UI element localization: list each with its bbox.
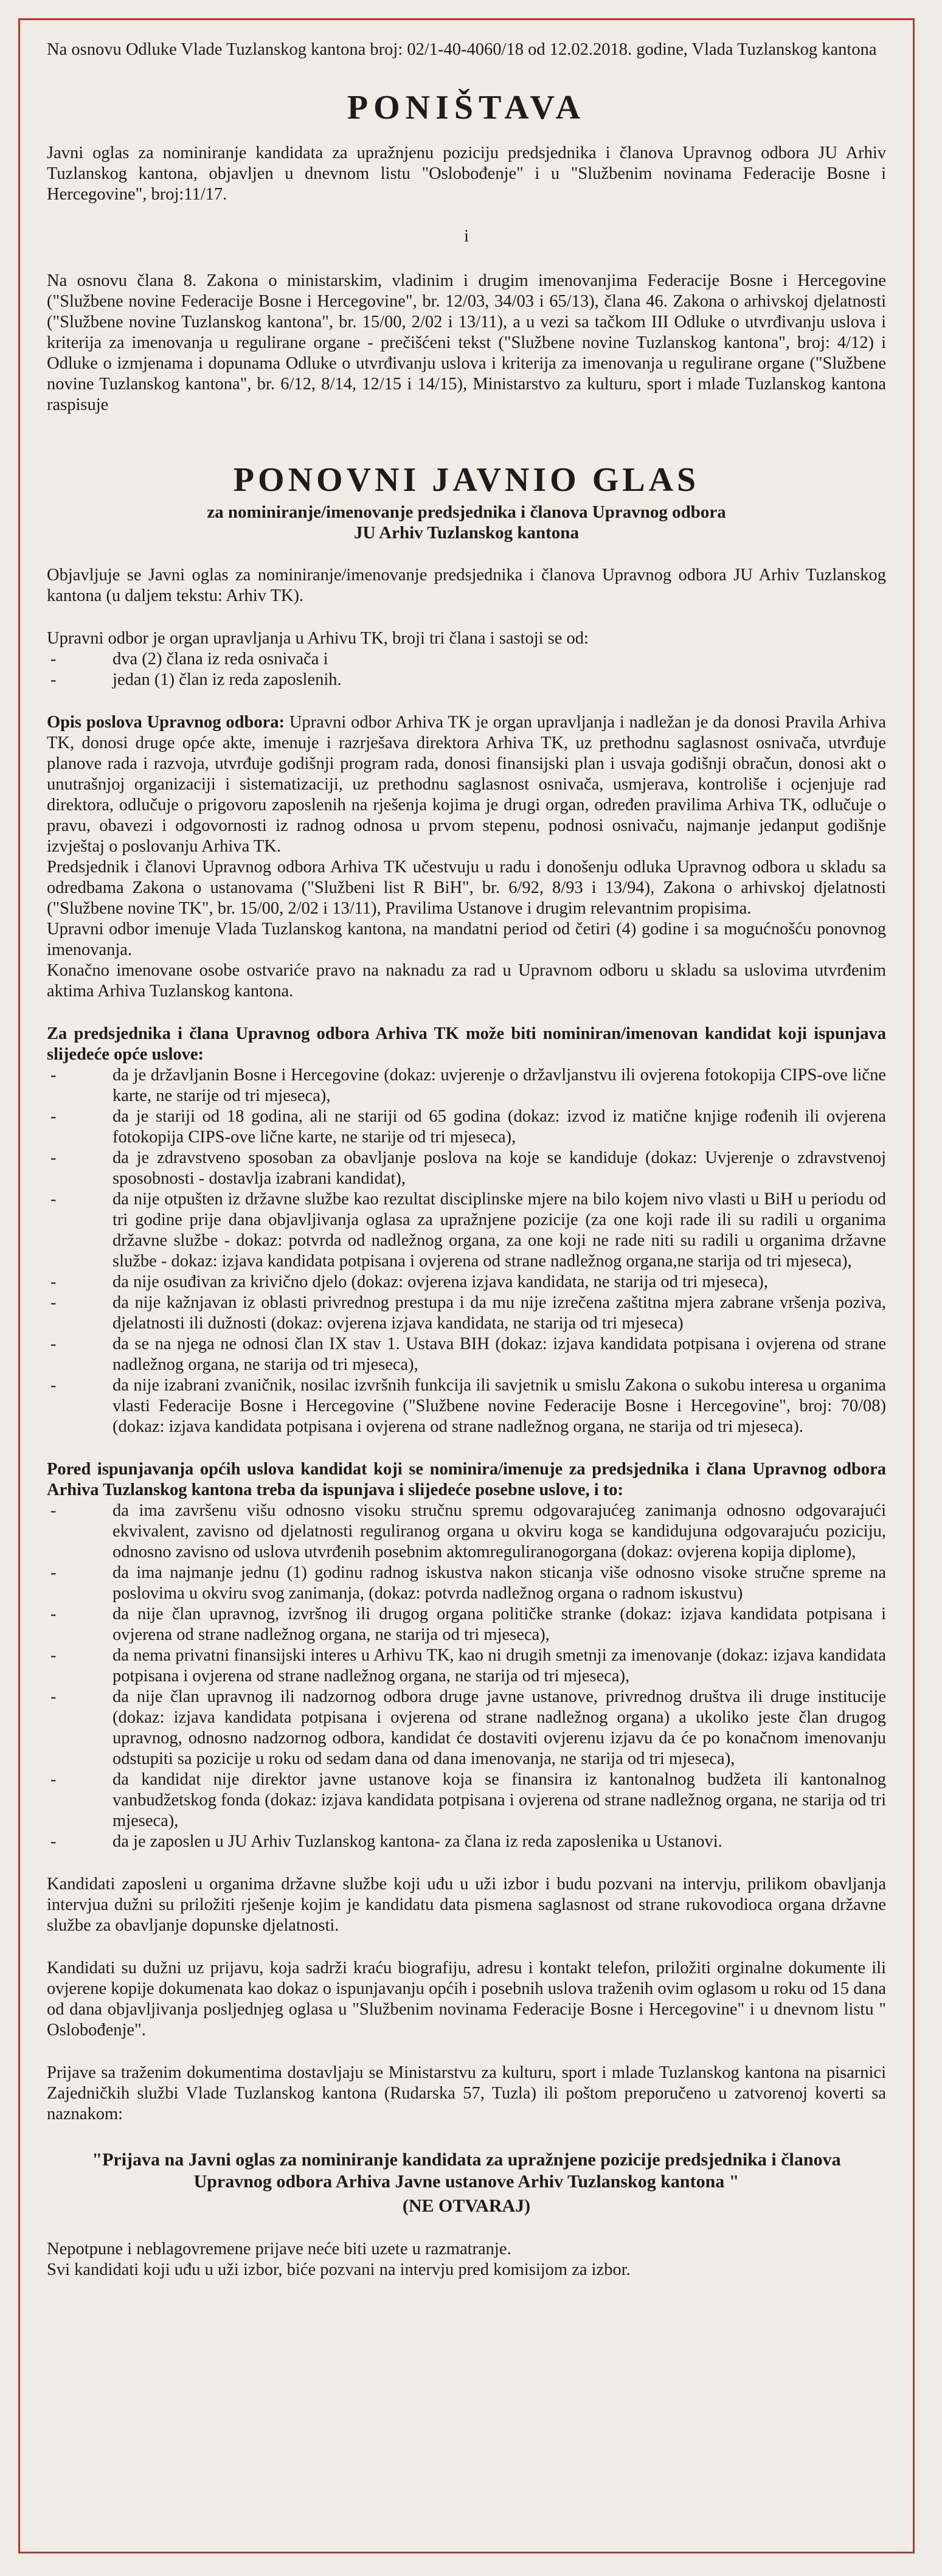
list-item: - da kandidat nije direktor javne ustanove koja se finansira iz kantonalnog budžeta ili kantonalnog vanbudžetskog fonda (dokaz: izjava kandidata potpisana i ovjerena od strane nadležnog organa, ne starija od tri mjeseca), bbox=[47, 1769, 886, 1831]
duties-paragraph-3: Upravni odbor imenuje Vlada Tuzlanskog kantona, na mandatni period od četiri (4) godine i sa mogućnošću ponovnog imenovanja. bbox=[47, 920, 886, 959]
legal-basis-text: Na osnovu člana 8. Zakona o ministarskim, vladinim i drugim imenovanjima Federacije Bosne i Hercegovine ("Službene novine Federacije Bosne i Hercegovine", br. 12/03, 34/03 i 65/13), člana 46. Zakona o arhivskoj djelatnosti ("Službene novine Tuzlanskog kantona", br. 15/00, 2/02 i 13/11), a u vezi sa tačkom III Odluke o utvrđivanju uslova i kriterija za imenovanja u regulirane organe - prečišćeni tekst ("Službene novine Tuzlanskog kantona", broj: 4/12) i Odluke o izmjenama i dopunama Odluke o utvrđivanju uslova i kriterija za imenovanja u regulirane organe ("Službene novine Tuzlanskog kantona", br. 6/12, 8/14, 12/15 i 14/15), Ministarstvo za kulturu, sport i mlade Tuzlanskog kantona raspisuje bbox=[47, 271, 886, 414]
list-item: - da nije osuđivan za krivično djelo (dokaz: ovjerena izjava kandidata, ne starija od tri mjeseca), bbox=[47, 1272, 886, 1293]
title-ponistava: PONIŠTAVA bbox=[347, 89, 586, 127]
list-item: - da je zaposlen u JU Arhiv Tuzlanskog kantona- za člana iz reda zaposlenika u Ustanovi. bbox=[47, 1831, 886, 1852]
list-item: - jedan (1) član iz reda zaposlenih. bbox=[47, 670, 886, 690]
special-conditions-list bbox=[47, 1501, 886, 1852]
list-item: - dva (2) člana iz reda osnivača i bbox=[47, 649, 886, 670]
envelope-warning: (NE OTVARAJ) bbox=[402, 2196, 531, 2216]
list-item: - da ima završenu višu odnosno visoku stručnu spremu odgovarajućeg zanimanja odnosno odgovarajući ekvivalent, zavisno od djelatnosti reguliranog organa u okviru koga se kandidujuna odgovarajuću poziciju, odnosno zavisno od uslova utvrđenih posebnim aktomreguliranogorgana (dokaz: ovjerena kopija diplome), bbox=[47, 1501, 886, 1563]
annulment-text: Javni oglas za nominiranje kandidata za upražnjenu poziciju predsjednika i članova Upravnog odbora JU Arhiv Tuzlanskog kantona, objavljen u dnevnom listu "Oslobođenje" i u "Službenim novinama Federacije Bosne i Hercegovine", broj:11/17. bbox=[47, 144, 886, 204]
special-conditions-heading: Pored ispunjavanja općih uslova kandidat koji se nominira/imenuje za predsjednika i člana Upravnog odbora Arhiva Tuzlanskog kantona treba da ispunjava i slijedeće posebne uslove, i to: bbox=[47, 1460, 886, 1499]
board-composition-list bbox=[47, 649, 886, 690]
general-conditions-heading: Za predsjednika i člana Upravnog odbora Arhiva TK može biti nominiran/imenovan kandidat koji ispunjava slijedeće opće uslove: bbox=[47, 1024, 886, 1064]
submission-note: Prijave sa traženim dokumentima dostavljaju se Ministarstvu za kulturu, sport i mlade Tuzlanskog kantona na pisarnici Zajedničkih službi Vlade Tuzlanskog kantona (Rudarska 57, Tuzla) ili poštom preporučeno u zatvorenoj koverti sa naznakom: bbox=[47, 2063, 886, 2123]
duties-label: Opis poslova Upravnog odbora: bbox=[47, 713, 285, 732]
intro-text: Na osnovu Odluke Vlade Tuzlanskog kantona broj: 02/1-40-4060/18 od 12.02.2018. godine, Vlada Tuzlanskog kantona bbox=[47, 40, 877, 59]
list-item: - da je državljanin Bosne i Hercegovine (dokaz: uvjerenje o državljanstvu ili ovjerena fotokopija CIPS-ove lične karte, ne starije od tri mjeseca), bbox=[47, 1065, 886, 1106]
list-item: - da ima najmanje jednu (1) godinu radnog iskustva nakon sticanja više odnosno visoke stručne spreme na poslovima u okviru svog zanimanja, (dokaz: potvrda nadležnog organa o radnom iskustvu) bbox=[47, 1563, 886, 1604]
subtitle-line-2: JU Arhiv Tuzlanskog kantona bbox=[354, 523, 579, 543]
duties-paragraph bbox=[47, 712, 886, 857]
separator-i: i bbox=[464, 227, 469, 246]
duties-paragraph-4: Konačno imenovane osobe ostvariće pravo na naknadu za rad u Upravnom odboru u skladu sa uslovima utvrđenim aktima Arhiva Tuzlanskog kantona. bbox=[47, 961, 886, 1001]
general-conditions-list bbox=[47, 1065, 886, 1437]
notice-frame bbox=[18, 18, 915, 2553]
list-item: - da je zdravstveno sposoban za obavljanje poslova na koje se kandiduje (dokaz: Uvjerenje o zdravstvenoj sposobnosti - dostavlja izabrani kandidat), bbox=[47, 1148, 886, 1189]
board-intro: Upravni odbor je organ upravljanja u Arhivu TK, broji tri člana i sastoji se od: bbox=[47, 629, 589, 648]
application-note: Kandidati su dužni uz prijavu, koja sadrži kraću biografiju, adresu i kontakt telefon, priložiti orginalne dokumente ili ovjerene kopije dokumenata kao dokaz o ispunjavanju općih i posebnih uslova traženih ovim oglasom u roku od 15 dana od dana objavljivanja posljednjeg oglasa u "Službenim novinama Federacije Bosne i Hercegovine" i u dnevnom listu " Oslobođenje". bbox=[47, 1959, 886, 2040]
duties-paragraph-2: Predsjednik i članovi Upravnog odbora Arhiva TK učestvuju u radu i donošenju odluka Upravnog odbora u skladu sa odredbama Zakona o ustanovama ("Službeni list R BiH", br. 6/92, 8/93 i 13/94), Zakona o arhivskoj djelatnosti ("Službene novine TK", br. 15/00, 2/02 i 13/11), Pravilima Ustanove i drugim relevantnim propisima. bbox=[47, 858, 886, 918]
envelope-label: "Prijava na Javni oglas za nominiranje kandidata za upražnjene pozicije predsjednika i članova Upravnog odbora Arhiva Javne ustanove Arhiv Tuzlanskog kantona " bbox=[92, 2150, 841, 2192]
list-item: - da nije otpušten iz državne službe kao rezultat disciplinske mjere na bilo kojem nivo vlasti u BiH u periodu od tri godine prije dana objavljivanja oglasa za upražnjene pozicije (za one koji rade ili su radili u organima državne službe - dokaz: potvrda od nadležnog organa, za one koji ne rade niti su radili u organima državne službe - dokaz: izjava kandidata potpisana i ovjerena od strane nadležnog organa,ne starija od tri mjeseca), bbox=[47, 1189, 886, 1272]
announcement-text: Objavljuje se Javni oglas za nominiranje/imenovanje predsjednika i članova Upravnog odbora JU Arhiv Tuzlanskog kantona (u daljem tekstu: Arhiv TK). bbox=[47, 566, 886, 605]
list-item: - da se na njega ne odnosi član IX stav 1. Ustava BIH (dokaz: izjava kandidata potpisana i ovjerena od strane nadležnog organa, ne starija od tri mjeseca), bbox=[47, 1334, 886, 1375]
closing-line-2: Svi kandidati koji uđu u uži izbor, biće pozvani na intervju pred komisijom za izbor. bbox=[47, 2260, 631, 2279]
duties-text: Upravni odbor Arhiva TK je organ upravljanja i nadležan je da donosi Pravila Arhiva TK, donosi druge opće akte, imenuje i razrješava direktora Arhiva TK, uz prethodnu saglasnost osnivača, utvrđuje planove rada i razvoja, utvrđuje godišnji program rada, donosi finansijski plan i usvaja godišnji obračun, donosi akt o unutrašnjoj organizaciji i sistematizaciji, uz prethodnu saglasnost osnivača, usmjerava, kontroliše i ocjenjuje rad direktora, odlučuje o prigovoru zaposlenih na rješenja kojima je drugi organ, određen pravilima Arhiva TK, odlučuje o pravu, obavezi i odgovornosti iz radnog odnosa u prvom stepenu, podnosi osnivaču, najmanje jedanput godišnje izvještaj o poslovanju Arhiva TK. bbox=[47, 713, 886, 856]
list-item: - da nema privatni finansijski interes u Arhivu TK, kao ni drugih smetnji za imenovanje (dokaz: izjava kandidata potpisana i ovjerena od strane nadležnog organa, ne starija od tri mjeseca), bbox=[47, 1645, 886, 1687]
employees-note: Kandidati zaposleni u organima državne službe koji uđu u uži izbor i budu pozvani na intervju, prilikom obavljanja intervjua dužni su priložiti rješenje kojim je kandidatu data pismena saglasnost od strane rukovodioca organa državne službe za obavljanje dopunske djelatnosti. bbox=[47, 1875, 886, 1935]
list-item: - da nije izabrani zvaničnik, nosilac izvršnih funkcija ili savjetnik u smislu Zakona o sukobu interesa u organima vlasti Federacije Bosne i Hercegovine ("Službene novine Federacije Bosne i Hercegovine", broj: 70/08) (dokaz: izjava kandidata potpisana i ovjerena od strane nadležnog organa, ne starija od tri mjeseca). bbox=[47, 1375, 886, 1437]
list-item: - da nije član upravnog, izvršnog ili drugog organa političke stranke (dokaz: izjava kandidata potpisana i ovjerena od strane nadležnog organa, ne starija od tri mjeseca), bbox=[47, 1604, 886, 1645]
list-item: - da je stariji od 18 godina, ali ne stariji od 65 godina (dokaz: izvod iz matične knjige rođenih ili ovjerena fotokopija CIPS-ove lične karte, ne starije od tri mjeseca), bbox=[47, 1106, 886, 1148]
subtitle-line-1: za nominiranje/imenovanje predsjednika i članova Upravnog odbora bbox=[207, 502, 726, 522]
list-item: - da nije član upravnog ili nadzornog odbora druge javne ustanove, privrednog društva ili druge institucije (dokaz: izjava kandidata potpisana i ovjerena od strane nadležnog organa) a ukoliko jeste član drugog upravnog, odnosno nadzornog odbora, kandidat će dostaviti ovjerenu izjavu da će po konačnom imenovanju odstupiti sa pozicije u roku od sedam dana od dana imenovanja, ne starija od tri mjeseca), bbox=[47, 1687, 886, 1769]
list-item: - da nije kažnjavan iz oblasti privrednog prestupa i da mu nije izrečena zaštitna mjera zabrane vršenja poziva, djelatnosti ili dužnosti (dokaz: ovjerena izjava kandidata, ne starija od tri mjeseca) bbox=[47, 1293, 886, 1334]
title-ponovni-oglas: PONOVNI JAVNIO GLAS bbox=[233, 461, 700, 499]
closing-line-1: Nepotpune i neblagovremene prijave neće biti uzete u razmatranje. bbox=[47, 2240, 511, 2258]
